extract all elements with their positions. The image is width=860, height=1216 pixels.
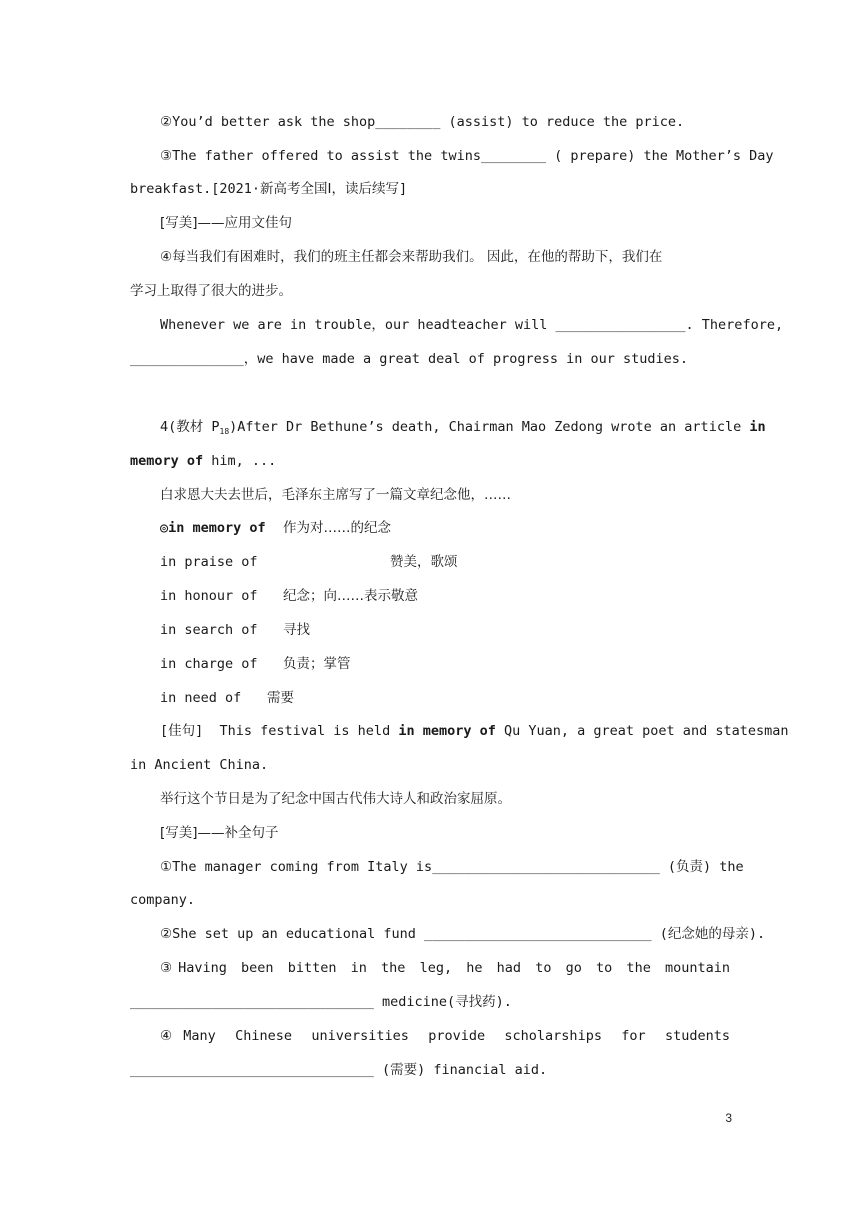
phrase-row-1 <box>160 552 730 572</box>
phrase-en: in praise of <box>160 554 258 570</box>
phrase-en: in honour of <box>160 588 258 604</box>
question-3a: ③Having been bitten in the leg, he had to go to the mountain <box>160 960 730 976</box>
section-heading-writing: [写美]——应用文佳句 <box>160 215 293 231</box>
phrase-en: in charge of <box>160 656 258 672</box>
phrase-row-5 <box>160 688 730 708</box>
example-keyword: in memory of <box>398 723 496 739</box>
phrase-cn: 需要 <box>267 690 294 706</box>
exercise-line-5b: ______________，we have made a great deal of progress in our studies. <box>130 351 689 367</box>
phrase-cn: 寻找 <box>283 622 310 638</box>
example-translation: 举行这个节日是为了纪念中国古代伟大诗人和政治家屈原。 <box>160 791 511 807</box>
section-4-keyword-memory: memory of <box>130 453 204 469</box>
phrase-cn: 负责；掌管 <box>283 656 351 672</box>
phrase-row-0 <box>160 518 730 538</box>
section-4-intro <box>160 417 766 442</box>
phrase-en: in need of <box>160 690 242 706</box>
exercise-line-4a: ④每当我们有困难时，我们的班主任都会来帮助我们。 因此，在他的帮助下，我们在 <box>160 249 663 265</box>
exercise-line-2: ②You’d better ask the shop________ (assist) to reduce the price. <box>160 114 685 130</box>
example-rest: Qu Yuan, a great poet and statesman <box>495 723 789 739</box>
page-number: 3 <box>725 1111 732 1125</box>
section-4-sentence-end: him, ... <box>203 453 277 469</box>
example-sentence <box>160 721 789 741</box>
phrase-cn: 赞美，歌颂 <box>390 554 458 570</box>
phrase-row-2 <box>160 586 730 606</box>
section-4-keyword-in: in <box>749 419 766 435</box>
phrase-row-3 <box>160 620 730 640</box>
question-4b: ______________________________ (需要) financial aid. <box>130 1062 548 1078</box>
phrase-cn: 纪念；向……表示敬意 <box>283 588 418 604</box>
example-sentence-cont: in Ancient China. <box>130 757 269 773</box>
phrase-cn: 作为对……的纪念 <box>283 520 391 536</box>
question-4a: ④Many Chinese universities provide scholarships for students <box>160 1028 730 1044</box>
section-4-translation: 白求恩大夫去世后，毛泽东主席写了一篇文章纪念他，…… <box>160 487 511 503</box>
section-4-prefix: 4(教材 P <box>160 419 220 435</box>
section-4-intro-cont <box>130 451 730 471</box>
phrase-en: in search of <box>160 622 258 638</box>
phrase-en: ◎in memory of <box>160 520 266 536</box>
exercise-line-4b: 学习上取得了很大的进步。 <box>130 283 292 299</box>
exercise-line-3a: ③The father offered to assist the twins________ ( prepare) the Mother’s Day <box>160 148 774 164</box>
question-1b: company. <box>130 892 196 908</box>
section-heading-complete: [写美]——补全句子 <box>160 825 279 841</box>
question-2: ②She set up an educational fund ____________________________ (纪念她的母亲). <box>160 926 766 942</box>
section-4-sentence: )After Dr Bethune’s death, Chairman Mao Zedong wrote an article <box>229 419 750 435</box>
question-3b: ______________________________ medicine(寻找药). <box>130 994 512 1010</box>
question-1a: ①The manager coming from Italy is____________________________ (负责) the <box>160 859 744 875</box>
exercise-line-5a: Whenever we are in trouble，our headteacher will ________________. Therefore, <box>160 317 784 333</box>
exercise-line-3b: breakfast.[2021·新高考全国Ⅰ，读后续写] <box>130 181 408 197</box>
example-prefix: [佳句] This festival is held <box>160 723 399 739</box>
phrase-row-4 <box>160 654 730 674</box>
section-4-page-ref: 18 <box>219 427 230 436</box>
